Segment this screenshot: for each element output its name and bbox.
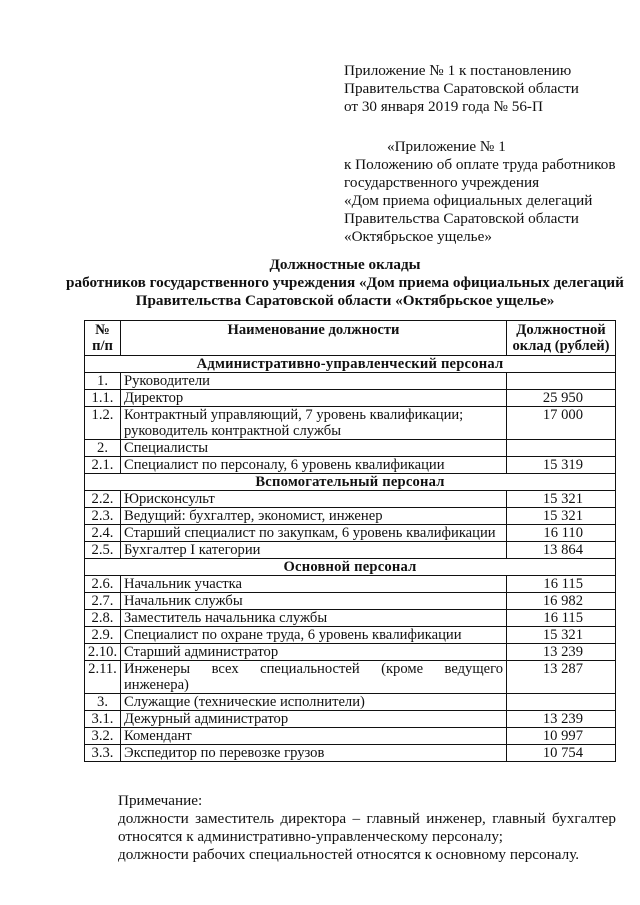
section-row	[85, 559, 616, 576]
row-number: 2.2.	[85, 491, 121, 508]
row-salary: 16 115	[507, 610, 616, 627]
row-position: Специалисты	[121, 440, 507, 457]
row-salary: 10 997	[507, 728, 616, 745]
document-title	[55, 256, 635, 310]
row-position: Экспедитор по перевозке грузов	[121, 745, 507, 762]
regulation-line: Правительства Саратовской области	[344, 210, 579, 227]
section-row	[85, 356, 616, 373]
row-salary	[507, 440, 616, 457]
row-salary: 15 319	[507, 457, 616, 474]
regulation-line: государственного учреждения	[344, 174, 540, 191]
row-number: 3.3.	[85, 745, 121, 762]
row-position: Юрисконсульт	[121, 491, 507, 508]
row-number: 3.2.	[85, 728, 121, 745]
row-salary: 16 115	[507, 576, 616, 593]
regulation-line: «Дом приема официальных делегаций	[344, 192, 593, 209]
row-position: Специалист по персоналу, 6 уровень квалификации	[121, 457, 507, 474]
table-row	[85, 610, 616, 627]
row-position: Дежурный администратор	[121, 711, 507, 728]
table-row	[85, 661, 616, 694]
column-header-salary-line: Должностной	[516, 322, 606, 338]
row-number: 2.10.	[85, 644, 121, 661]
row-position: Начальник службы	[121, 593, 507, 610]
table-row	[85, 440, 616, 457]
row-salary: 15 321	[507, 627, 616, 644]
table-row	[85, 694, 616, 711]
table-row	[85, 525, 616, 542]
row-salary: 25 950	[507, 390, 616, 407]
notes-section	[84, 792, 616, 864]
salary-table	[84, 320, 616, 762]
table-row	[85, 745, 616, 762]
table-row	[85, 457, 616, 474]
row-position: Специалист по охране труда, 6 уровень квалификации	[121, 627, 507, 644]
row-salary: 15 321	[507, 491, 616, 508]
table-row	[85, 728, 616, 745]
section-title: Основной персонал	[85, 559, 616, 576]
column-header-number	[85, 321, 121, 356]
row-number: 2.4.	[85, 525, 121, 542]
table-header-row	[85, 321, 616, 356]
row-salary: 16 110	[507, 525, 616, 542]
row-position: Контрактный управляющий, 7 уровень квалификации; руководитель контрактной службы	[121, 407, 507, 440]
table-row	[85, 644, 616, 661]
row-salary	[507, 373, 616, 390]
row-salary: 13 239	[507, 644, 616, 661]
table-row	[85, 407, 616, 440]
row-position: Заместитель начальника службы	[121, 610, 507, 627]
row-number: 2.6.	[85, 576, 121, 593]
row-number: 2.11.	[85, 661, 121, 694]
row-number: 2.1.	[85, 457, 121, 474]
section-title: Административно-управленческий персонал	[85, 356, 616, 373]
row-number: 2.5.	[85, 542, 121, 559]
section-title: Вспомогательный персонал	[85, 474, 616, 491]
row-position: Служащие (технические исполнители)	[121, 694, 507, 711]
row-position: Начальник участка	[121, 576, 507, 593]
row-salary: 13 239	[507, 711, 616, 728]
row-position: Бухгалтер I категории	[121, 542, 507, 559]
row-number: 2.8.	[85, 610, 121, 627]
row-position: Ведущий: бухгалтер, экономист, инженер	[121, 508, 507, 525]
table-row	[85, 627, 616, 644]
column-header-number-line: п/п	[92, 338, 113, 354]
appendix-line: от 30 января 2019 года № 56-П	[344, 98, 543, 115]
row-number: 2.	[85, 440, 121, 457]
section-row	[85, 474, 616, 491]
row-salary: 10 754	[507, 745, 616, 762]
column-header-number-line: №	[95, 322, 110, 338]
column-header-salary-line: оклад (рублей)	[512, 338, 610, 354]
row-number: 2.3.	[85, 508, 121, 525]
appendix-line: Приложение № 1 к постановлению	[344, 62, 572, 79]
title-line: Должностные оклады	[269, 256, 421, 273]
table-row	[85, 491, 616, 508]
row-position: Руководители	[121, 373, 507, 390]
regulation-line: «Октябрьское ущелье»	[344, 228, 492, 245]
table-row	[85, 542, 616, 559]
table-row	[85, 576, 616, 593]
row-number: 1.1.	[85, 390, 121, 407]
row-position: Инженеры всех специальностей (кроме ведущего инженера)	[121, 661, 507, 694]
row-number: 3.	[85, 694, 121, 711]
row-position: Комендант	[121, 728, 507, 745]
table-row	[85, 711, 616, 728]
column-header-salary	[507, 321, 616, 356]
row-number: 2.9.	[85, 627, 121, 644]
table-row	[85, 593, 616, 610]
notes-heading: Примечание:	[118, 792, 203, 809]
row-number: 1.	[85, 373, 121, 390]
row-salary: 13 287	[507, 661, 616, 694]
table-row	[85, 508, 616, 525]
regulation-line: к Положению об оплате труда работников	[344, 156, 616, 173]
row-number: 2.7.	[85, 593, 121, 610]
row-salary: 15 321	[507, 508, 616, 525]
row-salary	[507, 694, 616, 711]
column-header-position: Наименование должности	[121, 321, 507, 356]
appendix-line: Правительства Саратовской области	[344, 80, 579, 97]
row-salary: 17 000	[507, 407, 616, 440]
regulation-reference	[344, 138, 616, 246]
row-salary: 13 864	[507, 542, 616, 559]
appendix-reference	[344, 62, 579, 116]
notes-paragraph: должности заместитель директора – главный инженер, главный бухгалтер относятся к административно-управленческому персоналу;	[118, 810, 616, 845]
row-number: 1.2.	[85, 407, 121, 440]
row-number: 3.1.	[85, 711, 121, 728]
title-line: Правительства Саратовской области «Октябрьское ущелье»	[135, 292, 555, 309]
regulation-line: «Приложение № 1	[387, 138, 506, 155]
row-salary: 16 982	[507, 593, 616, 610]
notes-paragraph: должности рабочих специальностей относятся к основному персоналу.	[118, 846, 580, 863]
row-position: Директор	[121, 390, 507, 407]
row-position: Старший администратор	[121, 644, 507, 661]
row-position: Старший специалист по закупкам, 6 уровень квалификации	[121, 525, 507, 542]
title-line: работников государственного учреждения «Дом приема официальных делегаций	[66, 274, 624, 291]
table-row	[85, 390, 616, 407]
table-row	[85, 373, 616, 390]
